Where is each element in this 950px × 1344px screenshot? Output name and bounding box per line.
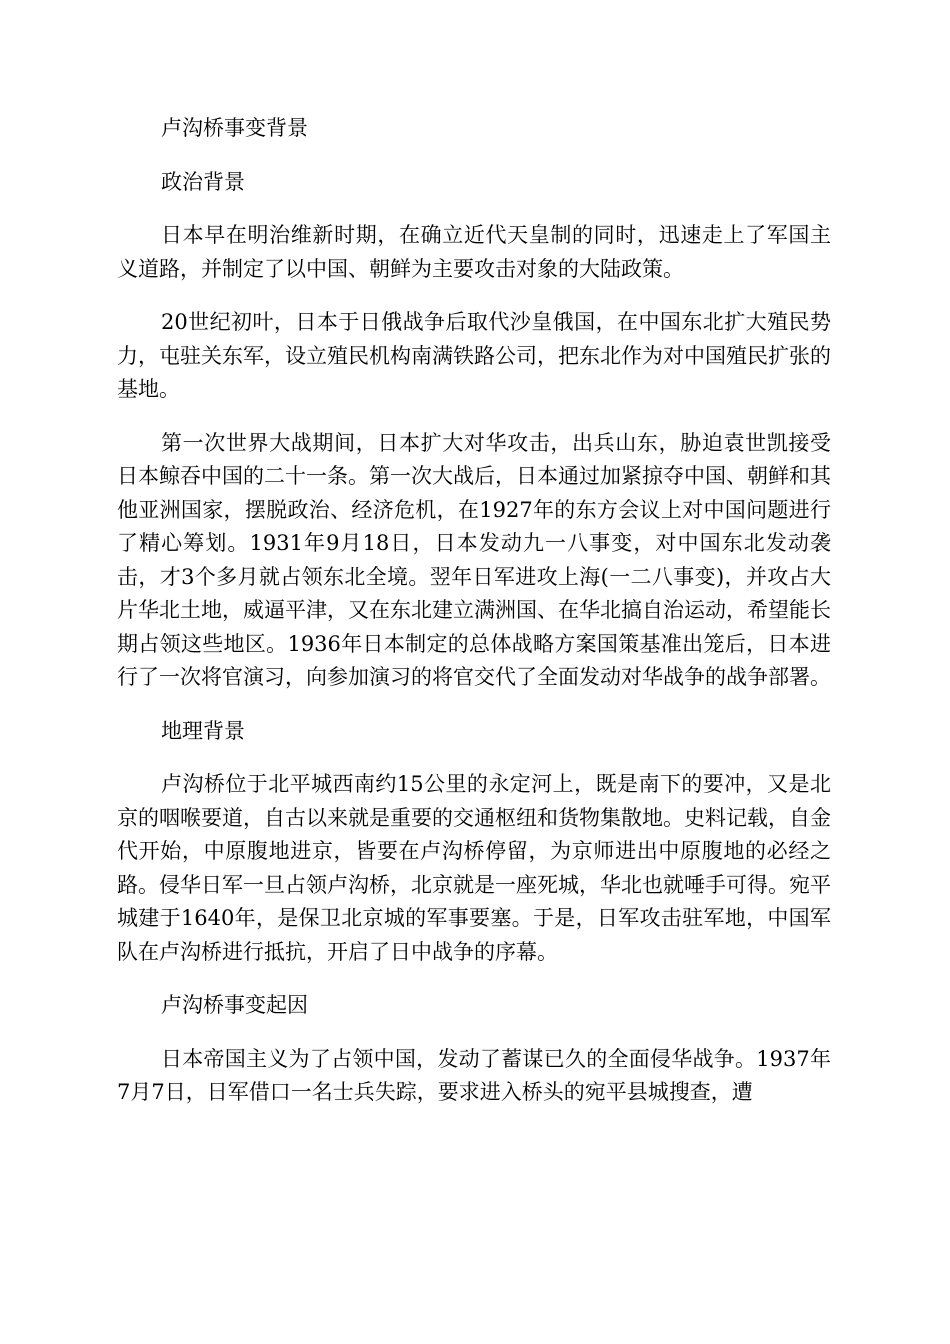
paragraph-5: 日本帝国主义为了占领中国，发动了蓄谋已久的全面侵华战争。1937年7月7日，日军借口一名士兵失踪，要求进入桥头的宛平县城搜查，遭 bbox=[117, 1046, 831, 1104]
paragraph-3: 第一次世界大战期间，日本扩大对华攻击，出兵山东，胁迫袁世凯接受日本鲸吞中国的二十一条。第一次大战后，日本通过加紧掠夺中国、朝鲜和其他亚洲国家，摆脱政治、经济危机，在1927年的东方会议上对中国问题进行了精心筹划。1931年9月18日，日本发动九一八事变，对中国东北发动袭击，才3个多月就占领东北全境。翌年日军进攻上海(一二八事变)，并攻占大片华北土地，威逼平津，又在东北建立满洲国、在华北搞自治运动，希望能长期占领这些地区。1936年日本制定的总体战略方案国策基准出笼后，日本进行了一次将官演习，向参加演习的将官交代了全面发动对华战争的战争部署。 bbox=[117, 430, 831, 689]
section-heading-political: 政治背景 bbox=[161, 169, 245, 194]
document-body bbox=[117, 112, 831, 1130]
paragraph-1: 日本早在明治维新时期，在确立近代天皇制的同时，迅速走上了军国主义道路，并制定了以中国、朝鲜为主要攻击对象的大陆政策。 bbox=[117, 223, 831, 281]
section-heading-geographic: 地理背景 bbox=[161, 718, 245, 743]
paragraph-2: 20世纪初叶，日本于日俄战争后取代沙皇俄国，在中国东北扩大殖民势力，屯驻关东军，设立殖民机构南满铁路公司，把东北作为对中国殖民扩张的基地。 bbox=[117, 310, 831, 401]
document-title: 卢沟桥事变背景 bbox=[161, 116, 308, 140]
paragraph-4: 卢沟桥位于北平城西南约15公里的永定河上，既是南下的要冲，又是北京的咽喉要道，自古以来就是重要的交通枢纽和货物集散地。史料记载，自金代开始，中原腹地进京，皆要在卢沟桥停留，为京师进出中原腹地的必经之路。侵华日军一旦占领卢沟桥，北京就是一座死城，华北也就唾手可得。宛平城建于1640年，是保卫北京城的军事要塞。于是，日军攻击驻军地，中国军队在卢沟桥进行抵抗，开启了日中战争的序幕。 bbox=[117, 772, 831, 964]
section-heading-cause: 卢沟桥事变起因 bbox=[161, 993, 308, 1017]
